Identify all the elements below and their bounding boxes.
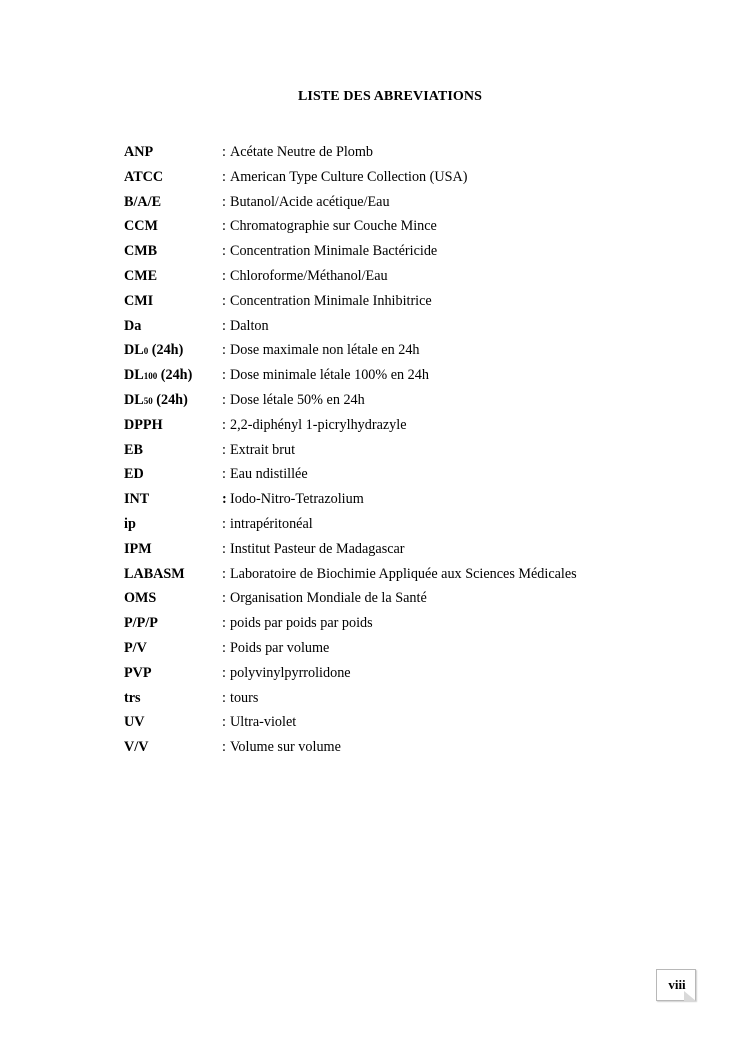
abbreviation-row <box>124 415 684 440</box>
term-suffix: (24h) <box>148 342 184 359</box>
abbreviation-separator: : <box>222 714 226 731</box>
abbreviation-term: P/P/P <box>124 615 158 632</box>
term-suffix: (24h) <box>152 391 188 408</box>
abbreviation-term: ANP <box>124 144 154 160</box>
abbreviation-separator: : <box>222 267 226 284</box>
abbreviation-term: PVP <box>124 664 152 681</box>
term-subscript: 50 <box>143 395 153 406</box>
abbreviation-row <box>124 167 684 192</box>
abbreviation-row <box>124 266 684 291</box>
abbreviation-row <box>124 489 684 514</box>
abbreviation-separator: : <box>222 168 226 185</box>
abbreviation-definition: Chromatographie sur Couche Mince <box>230 218 437 235</box>
abbreviation-definition: Acétate Neutre de Plomb <box>230 144 374 160</box>
abbreviation-definition: American Type Culture Collection (USA) <box>230 168 468 185</box>
abbreviation-definition: Ultra-violet <box>230 714 297 731</box>
abbreviation-definition: Organisation Mondiale de la Santé <box>230 590 427 607</box>
abbreviation-separator: : <box>222 664 226 681</box>
abbreviation-definition: Laboratoire de Biochimie Appliquée aux Sciences Médicales <box>230 565 577 582</box>
abbreviation-separator: : <box>222 565 226 582</box>
abbreviation-separator: : <box>222 615 226 632</box>
abbreviation-definition: Iodo-Nitro-Tetrazolium <box>230 491 364 508</box>
abbreviation-term: IPM <box>124 540 152 557</box>
page-corner-fold <box>684 991 696 1001</box>
abbreviation-term: LABASM <box>124 565 185 582</box>
abbreviation-separator: : <box>222 466 226 483</box>
abbreviation-term: CMI <box>124 292 154 309</box>
abbreviation-row <box>124 390 684 415</box>
abbreviation-term: ip <box>124 515 136 532</box>
abbreviation-row <box>124 688 684 713</box>
abbreviation-separator: : <box>222 342 226 359</box>
abbreviation-list <box>124 142 684 762</box>
page-number: viii <box>668 977 686 992</box>
abbreviation-definition: polyvinylpyrrolidone <box>230 664 351 681</box>
abbreviation-term: CCM <box>124 218 158 235</box>
abbreviation-separator: : <box>222 391 226 408</box>
abbreviation-definition: poids par poids par poids <box>230 615 373 632</box>
abbreviation-separator: : <box>222 639 226 656</box>
abbreviation-definition: Dose létale 50% en 24h <box>230 391 365 408</box>
page-title: LISTE DES ABREVIATIONS <box>297 89 482 104</box>
abbreviation-row <box>124 241 684 266</box>
abbreviation-row <box>124 464 684 489</box>
abbreviation-row <box>124 440 684 465</box>
abbreviation-definition: Dose minimale létale 100% en 24h <box>230 367 429 384</box>
abbreviation-row <box>124 216 684 241</box>
abbreviation-definition: Volume sur volume <box>230 739 341 756</box>
abbreviation-term: CME <box>124 267 158 284</box>
abbreviation-definition: 2,2-diphényl 1-picrylhydrazyle <box>230 416 407 433</box>
term-base: DL <box>124 391 144 408</box>
abbreviation-separator: : <box>222 515 226 532</box>
abbreviation-row <box>124 142 684 167</box>
abbreviation-row <box>124 291 684 316</box>
term-subscript: 0 <box>143 346 149 357</box>
abbreviation-separator: : <box>222 292 226 309</box>
abbreviation-separator: : <box>222 491 227 508</box>
abbreviation-separator: : <box>222 317 226 334</box>
abbreviation-definition: Eau ndistillée <box>230 466 308 483</box>
abbreviation-row <box>124 613 684 638</box>
abbreviation-definition: intrapéritonéal <box>230 515 313 532</box>
abbreviation-term: Da <box>124 317 142 334</box>
abbreviation-definition: Poids par volume <box>230 639 330 656</box>
abbreviation-row <box>124 365 684 390</box>
abbreviation-separator: : <box>222 367 226 384</box>
abbreviation-row <box>124 514 684 539</box>
term-subscript: 100 <box>143 371 158 382</box>
abbreviation-definition: Concentration Minimale Bactéricide <box>230 243 438 260</box>
abbreviation-separator: : <box>222 193 226 210</box>
abbreviation-term: P/V <box>124 639 147 656</box>
abbreviation-term <box>124 390 188 411</box>
abbreviation-definition: Dalton <box>230 317 269 334</box>
abbreviation-separator: : <box>222 441 226 458</box>
abbreviation-row <box>124 340 684 365</box>
abbreviation-term <box>124 340 183 361</box>
abbreviation-definition: Butanol/Acide acétique/Eau <box>230 193 390 210</box>
abbreviation-row <box>124 638 684 663</box>
abbreviation-term: DPPH <box>124 416 163 433</box>
abbreviation-separator: : <box>222 416 226 433</box>
abbreviation-definition: tours <box>230 689 259 706</box>
abbreviation-term: OMS <box>124 590 157 607</box>
abbreviation-row <box>124 737 684 762</box>
abbreviation-row <box>124 564 684 589</box>
abbreviation-separator: : <box>222 144 226 160</box>
abbreviation-definition: Institut Pasteur de Madagascar <box>230 540 405 557</box>
abbreviation-definition: Concentration Minimale Inhibitrice <box>230 292 432 309</box>
abbreviation-separator: : <box>222 540 226 557</box>
abbreviation-row <box>124 588 684 613</box>
abbreviation-row <box>124 663 684 688</box>
abbreviation-separator: : <box>222 243 226 260</box>
term-base: DL <box>124 367 144 384</box>
abbreviation-row <box>124 539 684 564</box>
abbreviation-definition: Dose maximale non létale en 24h <box>230 342 420 359</box>
abbreviation-definition: Extrait brut <box>230 441 296 458</box>
abbreviation-separator: : <box>222 218 226 235</box>
page-number-box <box>656 969 696 1001</box>
abbreviation-term: EB <box>124 441 143 458</box>
abbreviation-term: ATCC <box>124 168 164 185</box>
term-suffix: (24h) <box>157 367 193 384</box>
abbreviation-row <box>124 712 684 737</box>
abbreviation-term: ED <box>124 466 144 483</box>
abbreviation-separator: : <box>222 739 226 756</box>
abbreviation-separator: : <box>222 689 226 706</box>
abbreviation-term: trs <box>124 689 141 706</box>
abbreviation-definition: Chloroforme/Méthanol/Eau <box>230 267 388 284</box>
abbreviation-row <box>124 192 684 217</box>
abbreviation-term: INT <box>124 491 150 508</box>
abbreviation-term: B/A/E <box>124 193 162 210</box>
abbreviation-term <box>124 365 192 386</box>
term-base: DL <box>124 342 144 359</box>
abbreviation-row <box>124 316 684 341</box>
abbreviation-term: UV <box>124 714 145 731</box>
abbreviation-term: V/V <box>124 739 149 756</box>
abbreviation-term: CMB <box>124 243 158 260</box>
abbreviation-separator: : <box>222 590 226 607</box>
